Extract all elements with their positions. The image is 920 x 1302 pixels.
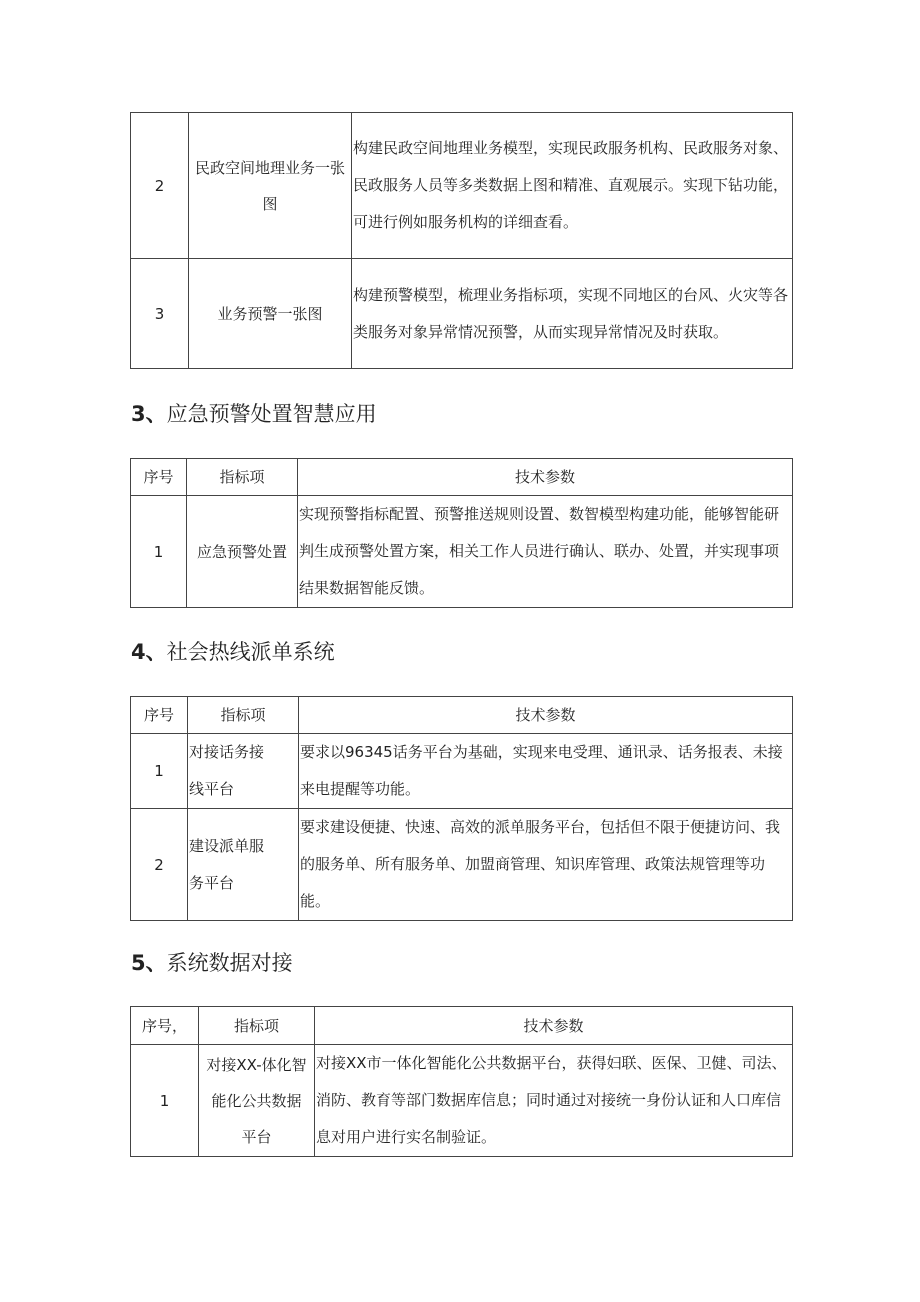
row-number: 1 [131, 734, 188, 809]
header-indicator: 指标项 [199, 1007, 315, 1045]
section-heading [131, 399, 377, 429]
indicator-cell: 建设派单服务平台 [188, 809, 299, 921]
header-parameter: 技术参数 [299, 697, 793, 734]
header-parameter: 技术参数 [315, 1007, 793, 1045]
row-number: 3 [131, 259, 189, 369]
spec-table [130, 696, 793, 921]
table-row [131, 496, 793, 608]
table-header [131, 1007, 793, 1045]
parameter-cell: 实现预警指标配置、预警推送规则设置、数智模型构建功能，能够智能研判生成预警处置方案，相关工作人员进行确认、联办、处置，并实现事项结果数据智能反馈。 [298, 496, 793, 608]
row-number: 1 [131, 1045, 199, 1157]
row-number: 2 [131, 809, 188, 921]
table-row [131, 809, 793, 921]
row-number: 2 [131, 113, 189, 259]
header-number: 序号 [131, 697, 188, 734]
indicator-cell: 业务预警一张图 [189, 259, 352, 369]
indicator-cell: 应急预警处置 [187, 496, 298, 608]
section-title: 应急预警处置智慧应用 [166, 402, 377, 426]
parameter-cell: 构建预警模型，梳理业务指标项，实现不同地区的台风、火灾等各类服务对象异常情况预警，从而实现异常情况及时获取。 [352, 259, 793, 369]
indicator-cell: 对接XX-体化智能化公共数据平台 [199, 1045, 315, 1157]
header-number: 序号， [131, 1007, 199, 1045]
parameter-cell: 构建民政空间地理业务模型，实现民政服务机构、民政服务对象、民政服务人员等多类数据上图和精准、直观展示。实现下钻功能，可进行例如服务机构的详细查看。 [352, 113, 793, 259]
indicator-cell: 民政空间地理业务一张图 [189, 113, 352, 259]
section-number: 3、 [131, 402, 167, 426]
indicator-cell: 对接话务接线平台 [188, 734, 299, 809]
header-parameter: 技术参数 [298, 459, 793, 496]
spec-table [130, 1006, 793, 1157]
section-title: 社会热线派单系统 [166, 640, 335, 664]
section-number: 5、 [131, 951, 167, 975]
header-number: 序号 [131, 459, 187, 496]
parameter-cell: 对接XX市一体化智能化公共数据平台，获得妇联、医保、卫健、司法、消防、教育等部门数据库信息；同时通过对接统一身份认证和人口库信息对用户进行实名制验证。 [315, 1045, 793, 1157]
section-heading [131, 948, 293, 978]
spec-table [130, 458, 793, 608]
table-row [131, 259, 793, 369]
table-header [131, 459, 793, 496]
section-heading [131, 637, 335, 667]
table-row [131, 734, 793, 809]
parameter-cell: 要求建设便捷、快速、高效的派单服务平台，包括但不限于便捷访问、我的服务单、所有服务单、加盟商管理、知识库管理、政策法规管理等功能。 [299, 809, 793, 921]
parameter-cell: 要求以96345话务平台为基础，实现来电受理、通讯录、话务报表、未接来电提醒等功能。 [299, 734, 793, 809]
row-number: 1 [131, 496, 187, 608]
table-row [131, 113, 793, 259]
table-continued [130, 112, 793, 369]
table-header [131, 697, 793, 734]
header-indicator: 指标项 [188, 697, 299, 734]
table-row [131, 1045, 793, 1157]
section-number: 4、 [131, 640, 167, 664]
section-title: 系统数据对接 [166, 951, 293, 975]
header-indicator: 指标项 [187, 459, 298, 496]
